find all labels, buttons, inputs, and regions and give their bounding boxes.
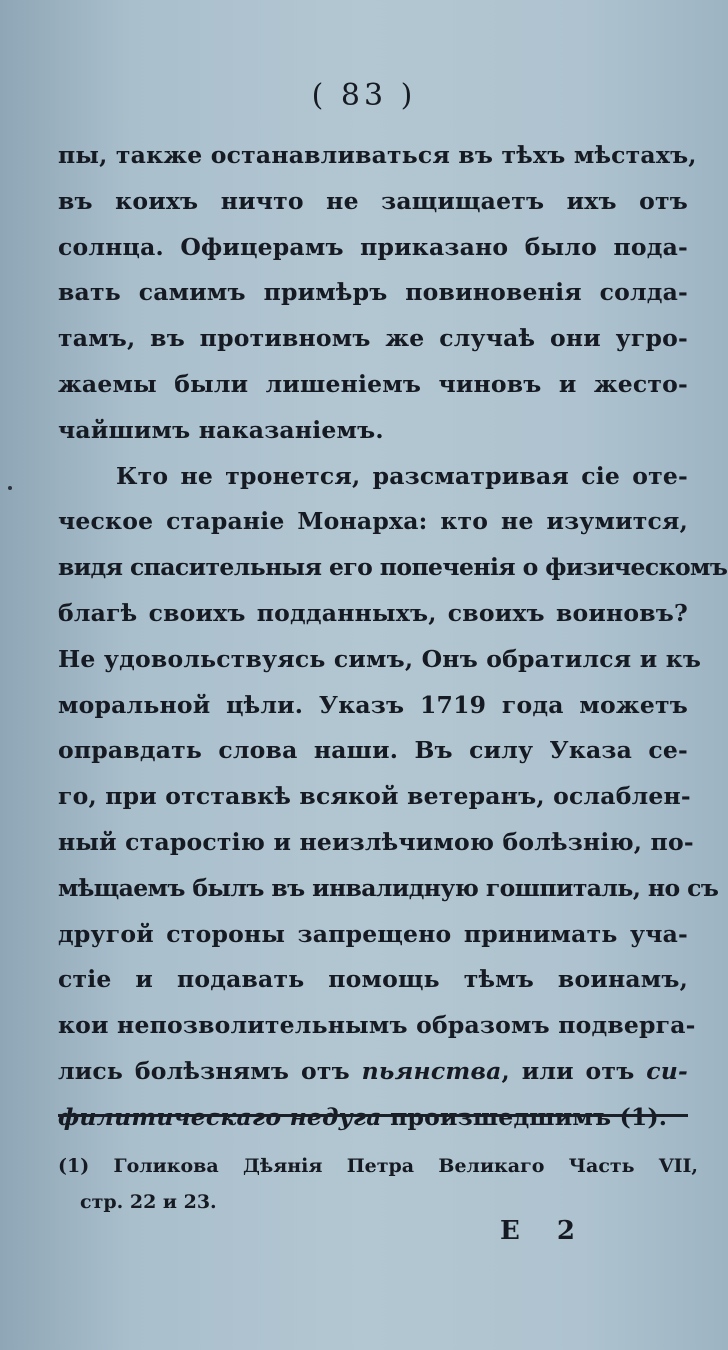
body-text — [58, 133, 728, 1141]
signature-mark: Е 2 — [500, 1216, 589, 1246]
italic-span: пьянства — [361, 1056, 502, 1085]
footnote-line: (1) Голикова Дѣянія Петра Великаго Часть VII, — [58, 1155, 698, 1177]
text-line: пы, также останавливаться въ тѣхъ мѣстахъ, — [58, 141, 697, 169]
text-line: жаемы были лишеніемъ чиновъ и жесто- — [58, 369, 688, 398]
text-line: кои непозволительнымъ образомъ подверга- — [58, 1011, 696, 1040]
text-line: Не удовольствуясь симъ, Онъ обратился и къ — [58, 644, 702, 673]
text-span: , или отъ — [501, 1056, 647, 1085]
italic-span: си- — [646, 1056, 688, 1085]
text-line: ный старостію и неизлѣчимою болѣзнію, по- — [58, 827, 694, 856]
text-line: го, при отставкѣ всякой ветеранъ, ослаблен- — [58, 782, 691, 811]
text-line: видя спасительныя его попеченія о физическомъ — [58, 553, 728, 582]
text-line: тамъ, въ противномъ же случаѣ они угро- — [58, 324, 688, 353]
page-number: ( 83 ) — [311, 78, 417, 113]
text-line: мѣщаемъ былъ въ инвалидную гошпиталь, но съ — [58, 873, 719, 902]
footnote — [58, 1148, 698, 1220]
text-line — [58, 1095, 688, 1141]
text-line: въ коихъ ничто не защищаетъ ихъ отъ — [58, 186, 688, 215]
text-line: благѣ своихъ подданныхъ, своихъ воиновъ? — [58, 598, 688, 627]
text-line: другой стороны запрещено принимать уча- — [58, 919, 688, 948]
footnote-line: стр. 22 и 23. — [80, 1191, 217, 1213]
text-line — [58, 1049, 688, 1095]
paper-speck — [8, 486, 12, 490]
text-line: солнца. Офицерамъ приказано было пода- — [58, 232, 688, 261]
text-line: оправдать слова наши. Въ силу Указа сe- — [58, 736, 688, 765]
footnote-rule — [58, 1114, 688, 1117]
text-line: ческое стараніе Монарха: кто не изумится, — [58, 507, 688, 536]
text-span: лись болѣзнямъ отъ — [58, 1056, 362, 1085]
text-line: вать самимъ примѣръ повиновенія солда- — [58, 278, 688, 307]
text-line: Кто не тронется, разсматривая сіе оте- — [116, 461, 688, 490]
text-line: моральной цѣли. Указъ 1719 года можетъ — [58, 690, 688, 719]
text-line: стіе и подавать помощь тѣмъ воинамъ, — [58, 965, 688, 994]
text-line: чайшимъ наказаніемъ. — [58, 415, 384, 444]
